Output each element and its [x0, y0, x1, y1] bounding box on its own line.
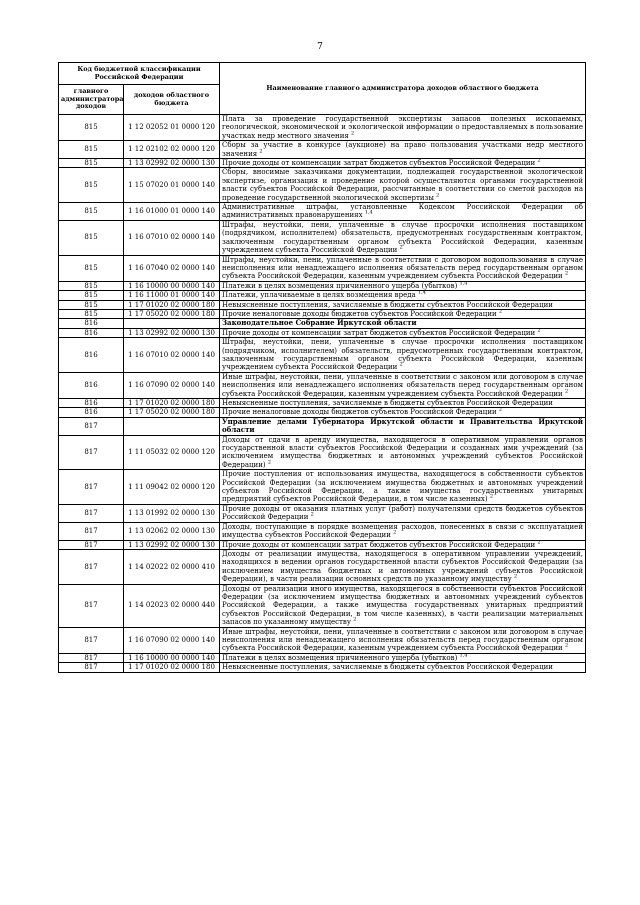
admin-code-cell: 816: [59, 319, 124, 328]
admin-code-cell: 815: [59, 168, 124, 203]
admin-code-cell: 817: [59, 522, 124, 540]
income-name-cell: [220, 319, 586, 328]
income-name-text: Невыясненные поступления, зачисляемые в бюджеты субъектов Российской Федерации: [222, 663, 553, 672]
income-name-cell: [220, 653, 586, 662]
income-name-text: Платежи в целях возмещения причиненного ущерба (убытков): [222, 281, 458, 290]
table-row: [59, 338, 586, 373]
income-name-text: Прочие доходы от компенсации затрат бюджетов субъектов Российской Федерации: [222, 159, 536, 168]
page-number: 7: [317, 42, 323, 52]
income-name-text: Управление делами Губернатора Иркутской области и Правительства Иркутской области: [222, 416, 583, 435]
footnote-mark: 2: [353, 616, 357, 623]
table-row: [59, 549, 586, 584]
footnote-mark: 2: [513, 573, 518, 580]
footnote-mark: 2: [393, 529, 397, 536]
section-header-row: [59, 417, 586, 435]
footnote-mark: 2: [564, 643, 569, 650]
admin-code-cell: 817: [59, 663, 124, 672]
income-name-text: Штрафы, неустойки, пени, уплаченные в случае просрочки исполнения поставщиком (подрядчиком, исполнителем) обязательств, предусмотренных государственным контрактом, заключенным государственным органом субъекта Российской Федерации, казенным учреждением субъекта Российской Федерации: [222, 220, 583, 255]
table-row: [59, 115, 586, 141]
footnote-mark: 1,4: [364, 210, 373, 217]
income-code-cell: 1 12 02052 01 0000 120: [124, 115, 220, 141]
footnote-mark: 2: [351, 130, 355, 137]
income-name-text: Невыясненные поступления, зачисляемые в бюджеты субъектов Российской Федерации: [222, 399, 553, 407]
footnote-mark: 2: [537, 327, 541, 334]
table-row: [59, 291, 586, 300]
income-code-cell: 1 13 02992 02 0000 130: [124, 328, 220, 337]
admin-code-cell: 817: [59, 653, 124, 662]
income-name-cell: [220, 300, 586, 309]
table-row: [59, 203, 586, 221]
income-name-cell: [220, 522, 586, 540]
table-row: [59, 300, 586, 309]
income-name-cell: [220, 255, 586, 281]
header-income-code: доходов областного бюджета: [124, 85, 220, 115]
income-code-cell: 1 16 11000 01 0000 140: [124, 291, 220, 300]
income-name-text: Прочие доходы от компенсации затрат бюджетов субъектов Российской Федерации: [222, 328, 536, 337]
admin-code-cell: 817: [59, 549, 124, 584]
income-code-cell: 1 13 01992 02 0000 130: [124, 504, 220, 522]
table-row: [59, 255, 586, 281]
income-code-cell: 1 16 07010 02 0000 140: [124, 220, 220, 255]
admin-code-cell: 815: [59, 281, 124, 290]
income-name-text: Иные штрафы, неустойки, пени, уплаченные в соответствии с законом или договором в случае неисполнения или ненадлежащего исполнения обязательств перед государственным органом субъекта Российской Федерации, казенным учреждением субъекта Российской Федерации: [222, 627, 583, 653]
income-code-cell: 1 16 10000 00 0000 140: [124, 653, 220, 662]
admin-code-cell: 817: [59, 627, 124, 653]
table-row: [59, 504, 586, 522]
income-code-cell: 1 12 02102 02 0000 120: [124, 141, 220, 159]
table-row: [59, 663, 586, 672]
income-code-cell: 1 11 09042 02 0000 120: [124, 470, 220, 505]
income-name-cell: [220, 549, 586, 584]
admin-code-cell: 816: [59, 328, 124, 337]
income-name-cell: [220, 281, 586, 290]
admin-code-cell: 817: [59, 504, 124, 522]
income-code-cell: 1 16 07090 02 0000 140: [124, 627, 220, 653]
admin-code-cell: 815: [59, 159, 124, 168]
admin-code-cell: 817: [59, 435, 124, 470]
income-name-text: Доходы от реализации имущества, находящегося в оперативном управлении учреждений, находящихся в ведении органов государственной власти субъектов Российской Федерации (за исключением имущества бюджетных и автономных учреждений субъектов Российской Федерации), в части реализации основных средств по указанному имуществу: [222, 549, 583, 584]
admin-code-cell: 817: [59, 540, 124, 549]
income-code-cell: 1 16 07040 02 0000 140: [124, 255, 220, 281]
admin-code-cell: 815: [59, 220, 124, 255]
footnote-mark: 2: [399, 244, 403, 251]
income-name-text: Прочие доходы от компенсации затрат бюджетов субъектов Российской Федерации: [222, 540, 536, 549]
admin-code-cell: 817: [59, 584, 124, 627]
admin-code-cell: 815: [59, 291, 124, 300]
income-name-text: Платежи, уплачиваемые в целях возмещения вреда: [222, 291, 416, 300]
table-row: [59, 435, 586, 470]
admin-code-cell: 815: [59, 203, 124, 221]
income-name-cell: [220, 291, 586, 300]
table-row: [59, 281, 586, 290]
income-code-cell: 1 14 02023 02 0000 440: [124, 584, 220, 627]
income-name-text: Законодательное Собрание Иркутской области: [222, 318, 417, 328]
footnote-mark: 2: [399, 362, 403, 369]
income-code-cell: [124, 417, 220, 435]
admin-code-cell: 816: [59, 338, 124, 373]
admin-code-cell: 815: [59, 115, 124, 141]
income-name-text: Невыясненные поступления, зачисляемые в бюджеты субъектов Российской Федерации: [222, 300, 553, 309]
income-name-text: Плата за проведение государственной экспертизы запасов полезных ископаемых, геологической, экономической и экологической информации о предоставляемых в пользование участках недр местного значения: [222, 115, 583, 140]
income-name-cell: [220, 470, 586, 505]
income-code-cell: 1 17 01020 02 0000 180: [124, 300, 220, 309]
income-code-cell: 1 17 05020 02 0000 180: [124, 408, 220, 417]
income-name-text: Доходы от сдачи в аренду имущества, находящегося в оперативном управлении органов государственной власти субъектов Российской Федерации и созданных ими учреждений (за исключением имущества бюджетных и автономных учреждений субъектов Российской Федерации): [222, 435, 583, 469]
income-name-text: Прочие доходы от оказания платных услуг (работ) получателями средств бюджетов субъектов Российской Федерации: [222, 504, 583, 522]
admin-code-cell: 817: [59, 470, 124, 505]
footnote-mark: 2: [537, 539, 541, 546]
footnote-mark: 2: [436, 192, 440, 199]
table-body: [59, 115, 586, 673]
table-row: [59, 399, 586, 408]
income-code-cell: 1 13 02992 02 0000 130: [124, 159, 220, 168]
income-name-cell: [220, 338, 586, 373]
income-name-text: Доходы, поступающие в порядке возмещения расходов, понесенных в связи с эксплуатацией имущества субъектов Российской Федерации: [222, 522, 583, 540]
income-name-cell: [220, 328, 586, 337]
income-name-text: Прочие неналоговые доходы бюджетов субъектов Российской Федерации: [222, 408, 497, 417]
footnote-mark: 2: [537, 157, 541, 164]
income-code-cell: 1 17 01020 02 0000 180: [124, 399, 220, 408]
income-name-text: Сборы за участие в конкурсе (аукционе) на право пользования участками недр местного значения: [222, 141, 583, 158]
admin-code-cell: 815: [59, 255, 124, 281]
income-name-cell: [220, 220, 586, 255]
footnote-mark: 2: [564, 270, 569, 277]
income-code-cell: 1 16 07010 02 0000 140: [124, 338, 220, 373]
table-row: [59, 328, 586, 337]
table-row: [59, 220, 586, 255]
footnote-mark: 2: [498, 308, 503, 315]
income-code-cell: 1 17 05020 02 0000 180: [124, 309, 220, 318]
income-name-text: Административные штрафы, установленные Кодексом Российской Федерации об административных правонарушениях: [222, 203, 583, 220]
income-name-text: Сборы, вносимые заказчиками документации, подлежащей государственной экологической экспертизе, организация и проведение которой осуществляются органами государственной власти субъектов Российской Федерации, рассчитанные в соответствии со сметой расходов на проведение государственной экологической экспертизы: [222, 168, 583, 202]
income-name-text: Прочие неналоговые доходы бюджетов субъектов Российской Федерации: [222, 309, 497, 318]
admin-code-cell: 816: [59, 408, 124, 417]
income-code-cell: 1 16 01000 01 0000 140: [124, 203, 220, 221]
income-name-cell: [220, 540, 586, 549]
footnote-mark: 1,4: [459, 280, 468, 287]
header-administrator-name: Наименование главного администратора доходов областного бюджета: [220, 63, 586, 115]
income-name-text: Прочие поступления от использования имущества, находящегося в собственности субъектов Российской Федерации (за исключением имущества бюджетных и автономных учреждений субъектов Российской Федерации, а также имущества государственных унитарных предприятий субъектов Российской Федерации, в том числе казенных): [222, 470, 583, 504]
income-name-cell: [220, 663, 586, 672]
header-classification-code: Код бюджетной классификации Российской Федерации: [59, 63, 220, 85]
footnote-mark: 2: [489, 494, 494, 501]
income-name-cell: [220, 203, 586, 221]
table-row: [59, 168, 586, 203]
income-code-cell: 1 17 01020 02 0000 180: [124, 663, 220, 672]
income-name-cell: [220, 584, 586, 627]
income-name-cell: [220, 627, 586, 653]
table-row: [59, 141, 586, 159]
income-code-cell: 1 14 02022 02 0000 410: [124, 549, 220, 584]
income-name-cell: [220, 435, 586, 470]
income-name-text: Иные штрафы, неустойки, пени, уплаченные в соответствии с законом или договором в случае неисполнения или ненадлежащего исполнения обязательств перед государственным органом субъекта Российской Федерации, казенным учреждением субъекта Российской Федерации: [222, 372, 583, 398]
admin-code-cell: 816: [59, 372, 124, 398]
income-name-text: Штрафы, неустойки, пени, уплаченные в соответствии с договором водопользования в случае неисполнения или ненадлежащего исполнения обязательств перед государственным органом субъекта Российской Федерации, казенным учреждением субъекта Российской Федерации: [222, 255, 583, 281]
income-code-cell: [124, 319, 220, 328]
income-code-cell: 1 11 05032 02 0000 120: [124, 435, 220, 470]
table-row: [59, 470, 586, 505]
table-row: [59, 627, 586, 653]
income-name-text: Штрафы, неустойки, пени, уплаченные в случае просрочки исполнения поставщиком (подрядчиком, исполнителем) обязательств, предусмотренных государственным контрактом, заключенным государственным органом субъекта Российской Федерации, казенным учреждением субъекта Российской Федерации: [222, 338, 583, 372]
income-code-cell: 1 13 02992 02 0000 130: [124, 540, 220, 549]
income-code-cell: 1 16 07090 02 0000 140: [124, 372, 220, 398]
table-row: [59, 372, 586, 398]
section-header-row: [59, 319, 586, 328]
admin-code-cell: 816: [59, 399, 124, 408]
footnote-mark: 2: [498, 407, 503, 414]
income-code-cell: 1 15 07020 01 0000 140: [124, 168, 220, 203]
income-name-cell: [220, 504, 586, 522]
income-code-cell: 1 16 10000 00 0000 140: [124, 281, 220, 290]
table-row: [59, 653, 586, 662]
income-name-cell: [220, 417, 586, 435]
footnote-mark: 2: [564, 388, 569, 395]
income-name-text: Платежи в целях возмещения причиненного ущерба (убытков): [222, 653, 458, 662]
table-row: [59, 159, 586, 168]
income-name-cell: [220, 115, 586, 141]
admin-code-cell: 815: [59, 141, 124, 159]
income-code-cell: 1 13 02062 02 0000 130: [124, 522, 220, 540]
table-row: [59, 584, 586, 627]
footnote-mark: 2: [259, 148, 263, 155]
admin-code-cell: 815: [59, 300, 124, 309]
footnote-mark: 2: [310, 511, 314, 518]
income-name-cell: [220, 372, 586, 398]
income-name-cell: [220, 168, 586, 203]
header-admin-code: главного администратора доходов: [59, 85, 124, 115]
income-name-cell: [220, 399, 586, 408]
income-name-cell: [220, 141, 586, 159]
footnote-mark: 1,4: [459, 652, 468, 659]
income-name-cell: [220, 159, 586, 168]
footnote-mark: 1,4: [417, 289, 426, 296]
footnote-mark: 2: [267, 459, 272, 466]
admin-code-cell: 815: [59, 309, 124, 318]
income-name-text: Доходы от реализации иного имущества, находящегося в собственности субъектов Российской Федерации (за исключением имущества бюджетных и автономных учреждений субъектов Российской Федерации, а также имущества государственных унитарных предприятий субъектов Российской Федерации, в том числе казенных), в части реализации материальных запасов по указанному имуществу: [222, 584, 583, 627]
table-row: [59, 522, 586, 540]
budget-income-table: [58, 62, 586, 673]
admin-code-cell: 817: [59, 417, 124, 435]
table-row: [59, 540, 586, 549]
